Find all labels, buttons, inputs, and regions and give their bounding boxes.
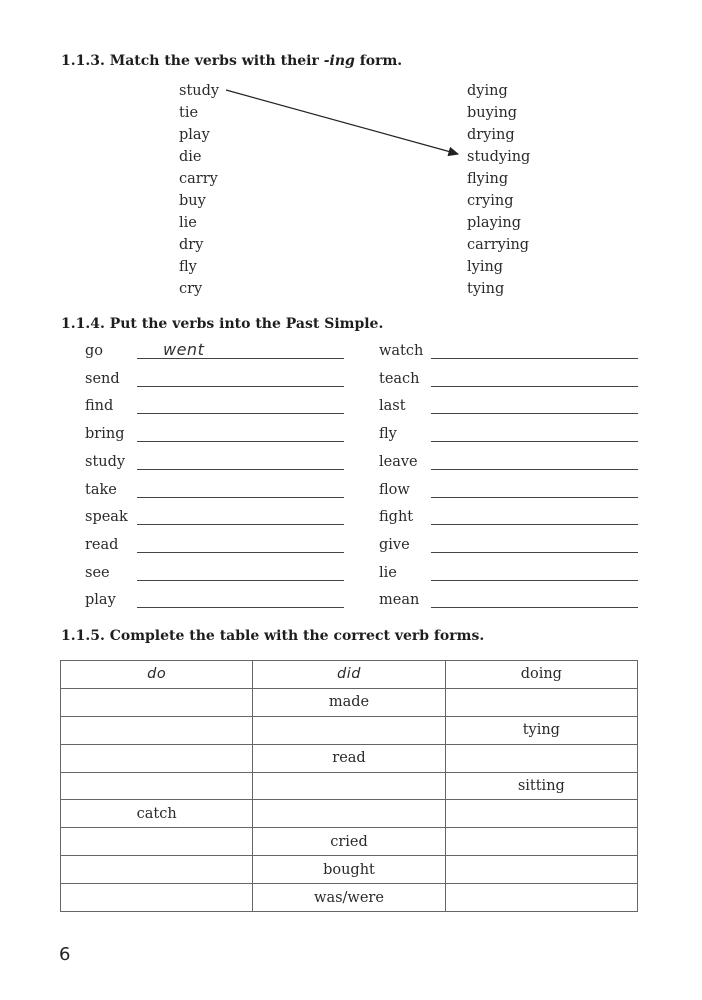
table-cell: do [61,661,253,689]
verb-label: bring [85,426,125,443]
past-row-lie [379,565,638,593]
table-cell: read [253,744,445,772]
verb-label: give [379,536,410,553]
table-cell: catch [61,800,253,828]
match-verb-4: carry [179,171,218,187]
answer-blank[interactable] [431,469,638,470]
match-verb-8: fly [179,259,197,275]
table-cell[interactable] [253,716,445,744]
match-verb-7: dry [179,237,204,253]
table-row [61,716,638,744]
table-cell[interactable] [445,744,637,772]
answer-blank[interactable] [431,552,638,553]
verb-label: take [85,481,117,498]
table-row [61,884,638,912]
handwritten-answer: went [163,340,205,359]
match-ing-form-2: drying [467,127,515,143]
answer-blank[interactable] [137,524,344,525]
title-text-end: form. [354,53,403,69]
table-cell[interactable] [61,688,253,716]
answer-blank[interactable] [137,497,344,498]
table-cell: bought [253,856,445,884]
table-cell[interactable] [61,828,253,856]
table-cell[interactable] [445,856,637,884]
verb-label: mean [379,592,420,609]
verb-label: find [85,398,114,415]
answer-blank[interactable] [137,607,344,608]
verb-label: play [85,592,116,609]
table-cell[interactable] [61,772,253,800]
table-row [61,828,638,856]
past-row-go [85,340,344,371]
past-row-take [85,482,344,510]
match-ing-form-8: lying [467,259,504,275]
table-cell: sitting [445,772,637,800]
table-cell[interactable] [61,716,253,744]
table-row [61,688,638,716]
table-row [61,856,638,884]
match-verb-3: die [179,149,202,165]
table-cell: doing [445,661,637,689]
table-cell: made [253,688,445,716]
verb-label: flow [379,481,410,498]
verb-label: fly [379,426,397,443]
table-cell[interactable] [445,828,637,856]
past-row-speak [85,509,344,537]
table-cell: did [253,661,445,689]
verb-label: lie [379,564,397,581]
past-row-study [85,454,344,482]
table-cell[interactable] [253,772,445,800]
verb-label: read [85,536,119,553]
answer-blank[interactable] [431,524,638,525]
match-ing-form-9: tying [467,281,505,297]
past-row-last [379,398,638,426]
table-cell: tying [445,716,637,744]
title-emphasis: -ing [323,53,355,69]
verb-label: go [85,343,104,359]
match-ing-form-0: dying [467,83,508,99]
past-row-fly [379,426,638,454]
table-row [61,661,638,689]
match-ing-form-5: crying [467,193,514,209]
match-verb-1: tie [179,105,199,121]
answer-blank[interactable] [431,386,638,387]
verb-label: speak [85,509,128,526]
table-row [61,744,638,772]
match-verb-2: play [179,127,210,143]
verb-label: last [379,398,406,415]
table-cell[interactable] [61,884,253,912]
match-verb-9: cry [179,281,203,297]
verb-label: see [85,564,110,581]
past-row-leave [379,454,638,482]
answer-blank[interactable] [137,441,344,442]
exercise-1-1-5-title: 1.1.5. Complete the table with the correct verb forms. [61,628,485,644]
past-row-watch [379,343,638,371]
answer-blank[interactable] [137,580,344,581]
verb-label: watch [379,343,424,359]
past-row-send [85,371,344,399]
verb-label: leave [379,453,418,470]
answer-blank[interactable] [431,358,638,359]
verb-label: study [85,453,126,470]
past-row-mean [379,592,638,620]
past-row-bring [85,426,344,454]
answer-blank[interactable] [431,580,638,581]
answer-blank[interactable] [137,469,344,470]
match-verb-6: lie [179,215,197,231]
exercise-1-1-4-title: 1.1.4. Put the verbs into the Past Simple. [61,316,384,332]
answer-blank[interactable] [431,497,638,498]
answer-blank[interactable] [431,441,638,442]
verb-label: teach [379,370,420,387]
match-verb-5: buy [179,193,206,209]
table-cell[interactable] [253,800,445,828]
answer-blank[interactable] [137,413,344,414]
past-row-read [85,537,344,565]
table-row [61,772,638,800]
answer-blank[interactable] [431,413,638,414]
past-row-play [85,592,344,620]
table-cell[interactable] [61,744,253,772]
past-row-teach [379,371,638,399]
table-cell: cried [253,828,445,856]
match-ing-form-1: buying [467,105,518,121]
answer-blank[interactable] [137,386,344,387]
match-verb-0: study [179,83,220,99]
verb-forms-table [60,660,638,912]
past-row-give [379,537,638,565]
table-cell[interactable] [61,856,253,884]
answer-blank[interactable] [431,607,638,608]
table-cell: was/were [253,884,445,912]
match-ing-form-7: carrying [467,237,530,253]
answer-blank[interactable] [137,552,344,553]
past-row-fight [379,509,638,537]
past-row-see [85,565,344,593]
past-row-find [85,398,344,426]
verb-label: send [85,370,120,387]
table-row [61,800,638,828]
table-cell[interactable] [445,884,637,912]
table-cell[interactable] [445,688,637,716]
title-text: 1.1.3. Match the verbs with their [61,53,324,69]
match-ing-form-6: playing [467,215,522,231]
match-ing-form-4: flying [467,171,509,187]
verb-label: fight [379,509,414,526]
past-row-flow [379,482,638,510]
table-cell[interactable] [445,800,637,828]
match-ing-form-3: studying [467,149,531,165]
page-number: 6 [59,944,71,965]
